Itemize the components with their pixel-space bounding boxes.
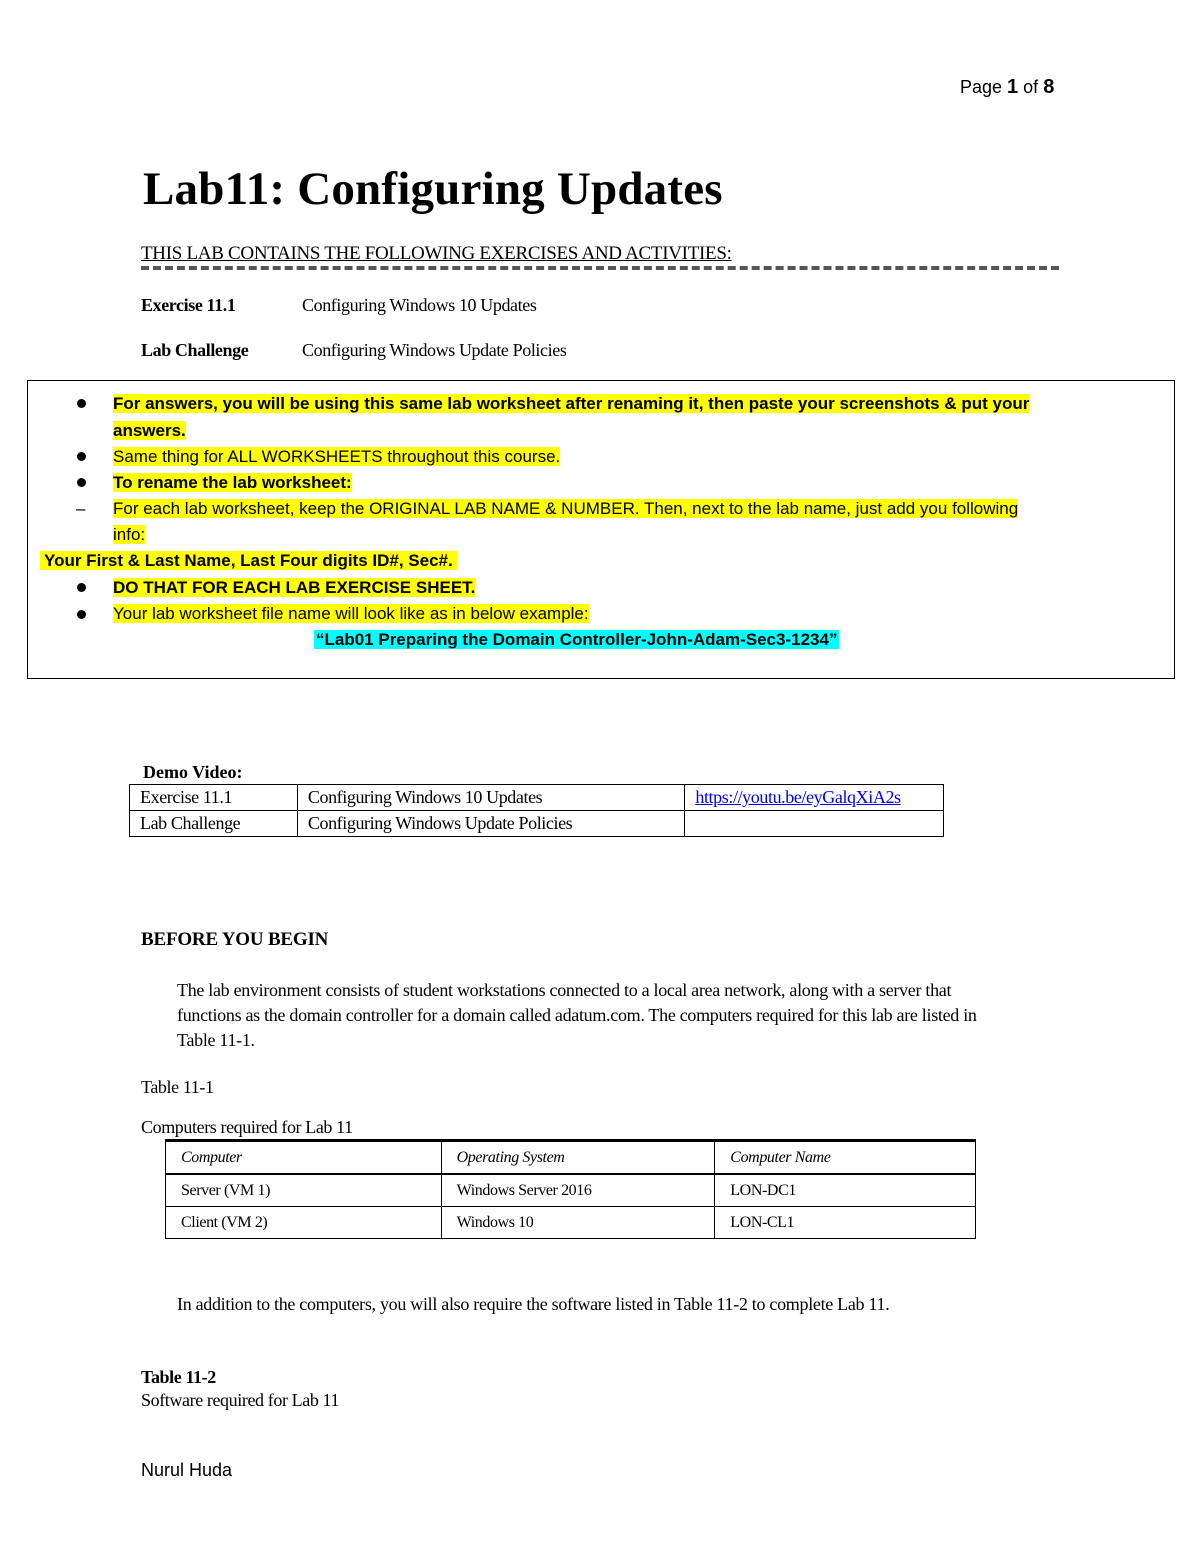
note-line: Same thing for ALL WORKSHEETS throughout this course. (113, 447, 561, 466)
computers-table (165, 1139, 976, 1239)
bullet-icon (77, 583, 86, 592)
table-row (166, 1174, 976, 1207)
exercise-text: Configuring Windows 10 Updates (302, 295, 537, 315)
page-title: Lab11: Configuring Updates (143, 163, 723, 215)
table-title: Software required for Lab 11 (141, 1390, 340, 1410)
table-cell (685, 811, 944, 837)
challenge-label: Lab Challenge (141, 340, 249, 360)
intro-paragraph: The lab environment consists of student workstations connected to a local area network, along with a server that functions as the domain controller for a domain called adatum.com. The computers required for this lab are listed in Table 11-1. (177, 980, 977, 1050)
table-cell: LON-DC1 (715, 1174, 976, 1207)
table-row (130, 811, 944, 837)
table-cell: Client (VM 2) (166, 1207, 442, 1239)
table-row (166, 1207, 976, 1239)
table-cell: Windows Server 2016 (441, 1174, 715, 1207)
dashed-divider (141, 266, 1059, 270)
page-number: Page 1 of 8 (960, 76, 1055, 98)
bullet-icon (77, 399, 86, 408)
table-row (130, 785, 944, 811)
dash-bullet-icon: – (76, 499, 86, 518)
exercises-heading: THIS LAB CONTAINS THE FOLLOWING EXERCISES AND ACTIVITIES: (141, 243, 732, 264)
note-line: For each lab worksheet, keep the ORIGINAL LAB NAME & NUMBER. Then, next to the lab name, just add you following (113, 499, 1019, 518)
name-format: Your First & Last Name, Last Four digits ID#, Sec#. (40, 550, 457, 572)
note-line: answers. (113, 421, 186, 440)
note-line: To rename the lab worksheet: (113, 473, 352, 492)
filename-example: “Lab01 Preparing the Domain Controller-John-Adam-Sec3-1234” (316, 630, 838, 649)
note-line: Your lab worksheet file name will look like as in below example: (113, 604, 589, 623)
table-cell: Exercise 11.1 (130, 785, 298, 811)
table-cell (685, 785, 944, 811)
table-cell: LON-CL1 (715, 1207, 976, 1239)
table-title: Computers required for Lab 11 (141, 1117, 353, 1137)
demo-video-table (129, 784, 944, 837)
software-paragraph: In addition to the computers, you will also require the software listed in Table 11-2 to complete Lab 11. (177, 1294, 890, 1314)
note-line: DO THAT FOR EACH LAB EXERCISE SHEET. (113, 578, 476, 597)
table-caption: Table 11-1 (141, 1077, 214, 1097)
demo-video-link[interactable]: https://youtu.be/eyGalqXiA2s (695, 787, 901, 807)
challenge-text: Configuring Windows Update Policies (302, 340, 567, 360)
table-caption: Table 11-2 (141, 1367, 216, 1387)
table-header-cell: Computer (166, 1141, 442, 1175)
table-cell: Configuring Windows 10 Updates (297, 785, 685, 811)
table-cell: Lab Challenge (130, 811, 298, 837)
table-cell: Windows 10 (441, 1207, 715, 1239)
table-header-cell: Operating System (441, 1141, 715, 1175)
note-line: info: (113, 525, 146, 544)
table-header-row (166, 1141, 976, 1175)
bullet-icon (77, 610, 86, 619)
table-header-cell: Computer Name (715, 1141, 976, 1175)
demo-video-label: Demo Video: (143, 762, 243, 782)
bullet-icon (77, 452, 86, 461)
table-cell: Configuring Windows Update Policies (297, 811, 685, 837)
table-cell: Server (VM 1) (166, 1174, 442, 1207)
bullet-icon (77, 478, 86, 487)
note-line: For answers, you will be using this same lab worksheet after renaming it, then paste your screenshots & put your (113, 394, 1030, 413)
exercise-label: Exercise 11.1 (141, 295, 236, 315)
footer-author: Nurul Huda (141, 1460, 233, 1480)
section-heading: BEFORE YOU BEGIN (141, 929, 329, 950)
